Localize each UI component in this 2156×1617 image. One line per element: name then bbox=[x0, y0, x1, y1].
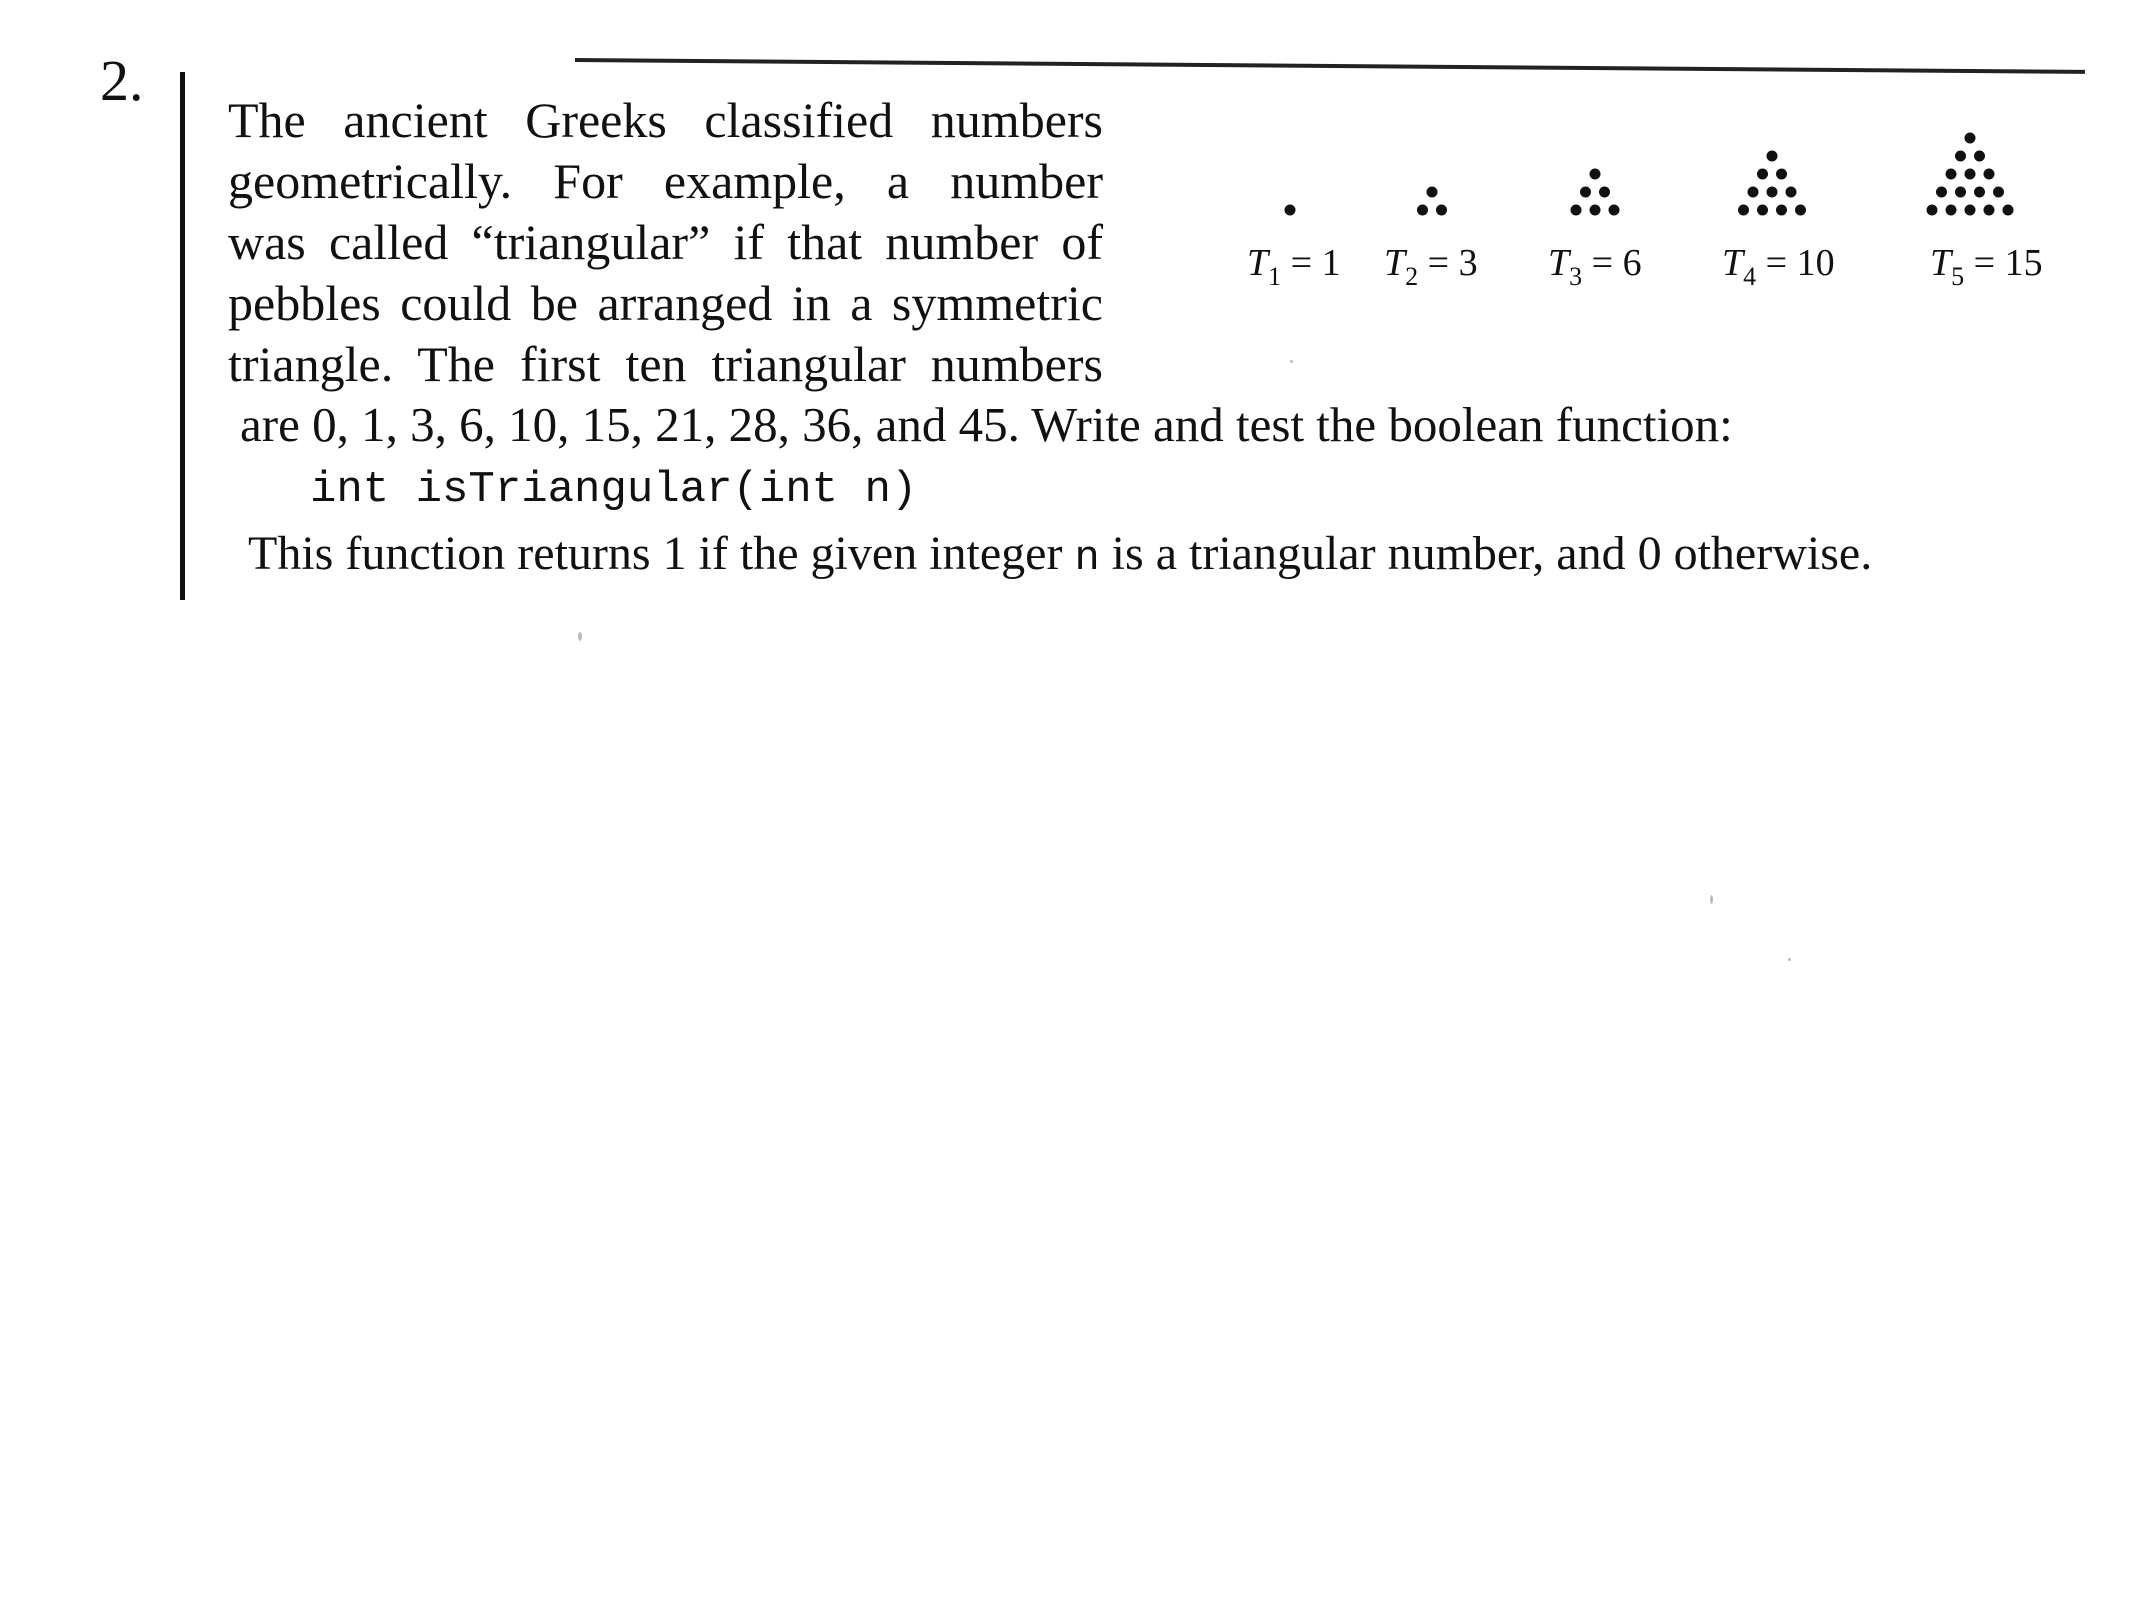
triangular-label-3: $T_3 = 6$ bbox=[1548, 242, 1642, 291]
triangular-label-5: $T_5 = 15$ bbox=[1930, 242, 2043, 291]
problem-text-line-5: triangle. The first ten triangular numbers bbox=[228, 336, 1103, 392]
pebble bbox=[1609, 205, 1620, 216]
pebble-triangle-3 bbox=[1571, 169, 1620, 216]
triangular-label-4: $T_4 = 10$ bbox=[1722, 242, 1835, 291]
problem-text-line-2: geometrically. For example, a number bbox=[228, 153, 1103, 209]
pebble bbox=[1786, 187, 1797, 198]
pebble bbox=[1936, 187, 1947, 198]
scan-speck bbox=[578, 632, 582, 641]
triangular-label-1: $T_1 = 1$ bbox=[1247, 242, 1341, 291]
pebble bbox=[1590, 205, 1601, 216]
pebble bbox=[1974, 151, 1985, 162]
pebble bbox=[1984, 169, 1995, 180]
function-signature: int isTriangular(int n) bbox=[310, 465, 918, 515]
pebble bbox=[1993, 187, 2004, 198]
triangular-label-2: $T_2 = 3$ bbox=[1384, 242, 1478, 291]
variable-n: n bbox=[1074, 534, 1100, 582]
pebble bbox=[1974, 187, 1985, 198]
pebble bbox=[1757, 205, 1768, 216]
pebble bbox=[1946, 205, 1957, 216]
pebble bbox=[2003, 205, 2014, 216]
pebble-triangle-4 bbox=[1738, 151, 1806, 216]
pebble bbox=[1738, 205, 1749, 216]
pebble bbox=[1757, 169, 1768, 180]
pebble bbox=[1580, 187, 1591, 198]
scan-speck bbox=[1710, 895, 1713, 904]
pebble bbox=[1965, 205, 1976, 216]
pebble bbox=[1436, 205, 1447, 216]
pebble bbox=[1955, 187, 1966, 198]
pebble bbox=[1965, 133, 1976, 144]
pebble bbox=[1776, 169, 1787, 180]
problem-text-line-4: pebbles could be arranged in a symmetric bbox=[228, 275, 1103, 331]
problem-number: 2. bbox=[100, 48, 144, 113]
pebble bbox=[1984, 205, 1995, 216]
description-after: is a triangular number, and 0 otherwise. bbox=[1099, 527, 1873, 580]
pebble bbox=[1590, 169, 1601, 180]
pebble bbox=[1767, 151, 1778, 162]
pebble bbox=[1946, 169, 1957, 180]
description-before: This function returns 1 if the given integer bbox=[248, 527, 1075, 580]
pebble-triangle-1 bbox=[1285, 205, 1296, 216]
pebble bbox=[1748, 187, 1759, 198]
pebble bbox=[1955, 151, 1966, 162]
problem-text-line-1: The ancient Greeks classified numbers bbox=[228, 92, 1103, 148]
pebble bbox=[1795, 205, 1806, 216]
pebble bbox=[1927, 205, 1938, 216]
pebble bbox=[1571, 205, 1582, 216]
pebble bbox=[1417, 205, 1428, 216]
pebble-triangle-2 bbox=[1417, 187, 1447, 216]
problem-text-line-6: are 0, 1, 3, 6, 10, 15, 21, 28, 36, and 45. Write and test the boolean function: bbox=[240, 397, 1733, 452]
pebble bbox=[1965, 169, 1976, 180]
scan-speck bbox=[1290, 360, 1293, 363]
pebble bbox=[1285, 205, 1296, 216]
pebble-triangle-5 bbox=[1927, 133, 2014, 216]
problem-text-line-3: was called “triangular” if that number of bbox=[228, 214, 1103, 270]
scan-speck bbox=[1788, 958, 1791, 961]
pebble bbox=[1776, 205, 1787, 216]
pebble bbox=[1599, 187, 1610, 198]
pebble bbox=[1767, 187, 1778, 198]
pebble bbox=[1427, 187, 1438, 198]
